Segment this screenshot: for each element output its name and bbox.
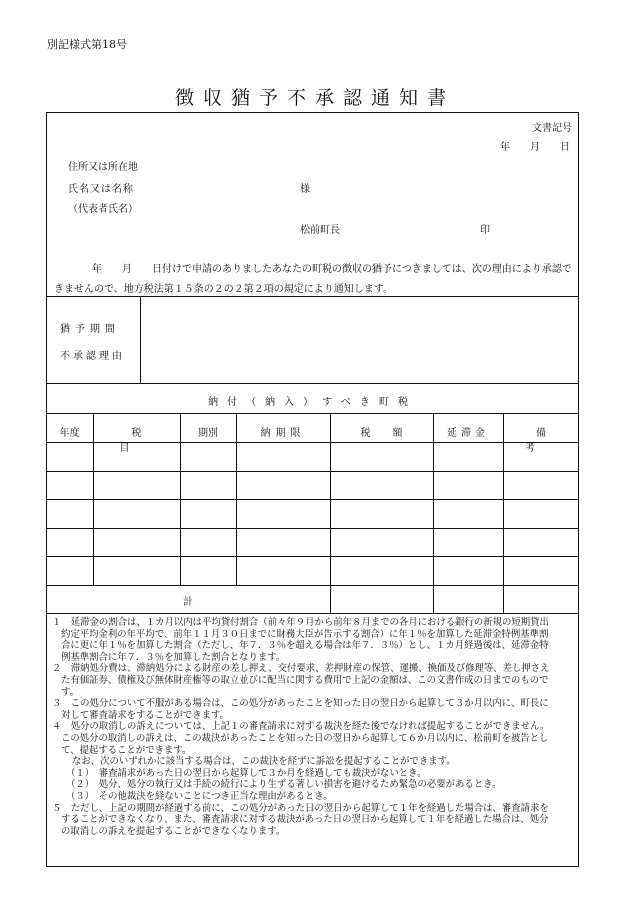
note-line: （３） その他裁決を経ないことにつき正当な理由があるとき。 (66, 790, 333, 802)
note-line: この処分の取消しの訴えは、この裁決があったことを知った日の翌日から起算して６か月以内に、松前町を被告とし (61, 732, 549, 744)
table-row-line (46, 585, 579, 586)
note-line: 合に更に年１％を加算した割合（ただし、年７．３％を超える場合は年７．３％）とし、１カ月経過後は、延滞金特 (61, 640, 549, 652)
col-header-late-fee: 延滞金 (447, 428, 489, 439)
note-line: 約定平均金利の年平均で、前年１１月３０日までに財務大臣が告示する割合）に年１％を加算した延滞金特例基準割 (61, 628, 549, 640)
date-label: 年 月 日 (500, 142, 570, 153)
col-header-year: 年度 (59, 428, 80, 439)
form-number: 別記様式第18号 (47, 38, 127, 51)
page-title: 徴収猶予不承認通知書 (174, 87, 455, 109)
note-line: （２） 処分、処分の執行又は手続の続行により生ずる著しい損害を避けるため緊急の必要があるとき。 (66, 779, 502, 791)
body-text-line-1: 年 月 日付けで申請のありましたあなたの町税の徴収の猶予につきましては、次の理由により承認で (92, 264, 572, 275)
note-line: （１） 審査請求があった日の翌日から起算して３か月を経過しても裁決がないとき。 (66, 767, 427, 779)
table-row-line (46, 499, 579, 500)
address-label: 住所又は所在地 (68, 162, 138, 173)
divider-top-info (46, 296, 579, 297)
col-line-5 (433, 413, 434, 613)
table-caption: 納付（納入）すべき町税 (208, 397, 417, 408)
note-line: 例基準割合に年７．３％を加算した割合となります。 (61, 651, 286, 663)
note-line: す。 (61, 686, 79, 698)
divider-info-bottom (46, 383, 579, 384)
note-line: なお、次のいずれかに該当する場合は、この裁決を経ずに訴訟を提起することができます。 (72, 756, 456, 768)
note-line: ５ ただし、上記の期間が経過する前に、この処分があった日の翌日から起算して１年を経過した場合は、審査請求を (52, 802, 549, 814)
seal-mark: 印 (480, 225, 490, 236)
col-header-remarks: 備考 (525, 428, 568, 454)
note-line: ４ 処分の取消しの訴えについては、上記１の審査請求に対する裁決を経た後でなければ提起することができません。 (52, 721, 550, 733)
body-text-line-2: きませんので、地方税法第１５条の２の２第２項の規定により通知します。 (54, 284, 393, 295)
document-number-label: 文書記号 (532, 123, 572, 134)
table-row-line (46, 471, 579, 472)
representative-label: （代表者氏名） (68, 204, 138, 215)
note-line: て、提起することができます。 (61, 744, 192, 756)
note-line: １ 延滞金の割合は、１カ月以内は平均貸付割合（前々年９月から前年８月までの各月における銀行の新規の短期貸出 (52, 617, 549, 628)
table-row-line (46, 528, 579, 529)
table-header-divider (46, 442, 579, 443)
total-label: 計 (183, 597, 193, 608)
info-label-divider (140, 296, 141, 383)
table-bottom-line (46, 613, 579, 614)
reason-label: 不承認理由 (60, 351, 125, 362)
table-row-line (46, 556, 579, 557)
notes-section (52, 617, 578, 837)
note-line: の取消しの訴えを提起することができなくなります。 (61, 825, 286, 837)
col-header-due-date: 納期限 (260, 428, 306, 439)
table-caption-divider (46, 413, 579, 414)
note-line: ３ この処分について不服がある場合は、この処分があったことを知った日の翌日から起算して３か月以内に、町長に (52, 698, 549, 710)
sender-mayor: 松前町長 (300, 225, 340, 236)
col-header-tax-amount: 税額 (360, 428, 425, 439)
col-header-tax-item: 税目 (119, 428, 166, 454)
period-label: 猶予期間 (60, 324, 120, 335)
note-line: ２ 滞納処分費は、滞納処分による財産の差し押え、交付要求、差押財産の保管、運搬、換価及び修理等、差し押さえ (52, 663, 550, 675)
honorific-sama: 様 (300, 184, 310, 195)
note-line: た有価証券、債権及び無体財産権等の取立並びに配当に関する費用で上記の金額は、この文書作成の日までのもので (61, 674, 549, 686)
note-line: することができなくなり、また、審査請求に対する裁決があった日の翌日から起算して１年を経過した場合は、処分 (61, 814, 549, 826)
col-line-4 (330, 413, 331, 613)
name-label: 氏名又は名称 (68, 184, 134, 195)
col-header-period: 期別 (198, 428, 218, 439)
note-line: 対して審査請求をすることができます。 (61, 709, 230, 721)
